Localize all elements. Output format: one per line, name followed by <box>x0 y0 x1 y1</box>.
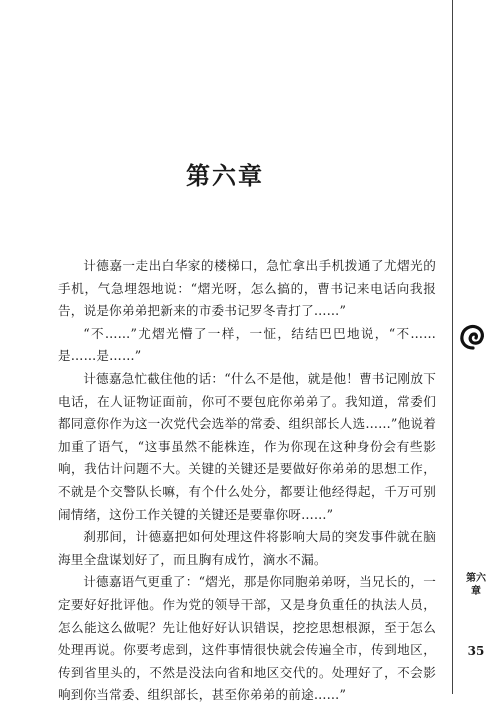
margin-chapter-label: 第六章 <box>466 573 486 597</box>
page-edge-line <box>452 0 453 694</box>
paragraph-3: 计德嘉急忙截住他的话：“什么不是他，就是他！曹书记刚放下电话，在人证物证面前，你可不要包庇你弟弟了。我知道，常委们都同意你作为这一次党代会选举的常委、组织部长人选……”他说着加重了语气，“这事虽然不能株连，作为你现在这种身份会有些影响，我估计问题不大。关键的关键还是要做好你弟弟的思想工作，不就是个交警队长嘛，有个什么处分，都要让他经得起，千万可别闹情绪，这份工作关键的关键还是要靠你呀……” <box>58 370 436 522</box>
paragraph-2: “不……”尤熠光懵了一样，一怔，结结巴巴地说，“不……是……是……” <box>58 325 436 364</box>
paragraph-1: 计德嘉一走出白华家的楼梯口，急忙拿出手机拨通了尤熠光的手机，气急埋怨地说：“熠光呀，怎么搞的，曹书记来电话向我报告，说是你弟弟把新来的市委书记罗冬青打了……” <box>58 258 436 319</box>
page-number: 35 <box>467 644 485 658</box>
paragraph-5: 计德嘉语气更重了：“熠光，那是你同胞弟弟呀，当兄长的，一定要好好批评他。作为党的领导干部，又是身负重任的执法人员，怎么能这么做呢？先让他好好认识错误，挖挖思想根源，至于怎么处理再说。你要考虑到，这件事情很快就会传遍全市，传到地区，传到省里头的，不然是没法向省和地区交代的。处理好了，不会影响到你当常委、组织部长，甚至你弟弟的前途……” <box>58 574 436 703</box>
chapter-title: 第六章 <box>186 162 264 191</box>
swirl-icon <box>458 322 488 352</box>
body-text <box>58 255 436 707</box>
paragraph-4: 刹那间，计德嘉把如何处理这件将影响大局的突发事件就在脑海里全盘谋划好了，而且胸有成竹，滴水不漏。 <box>58 529 436 567</box>
